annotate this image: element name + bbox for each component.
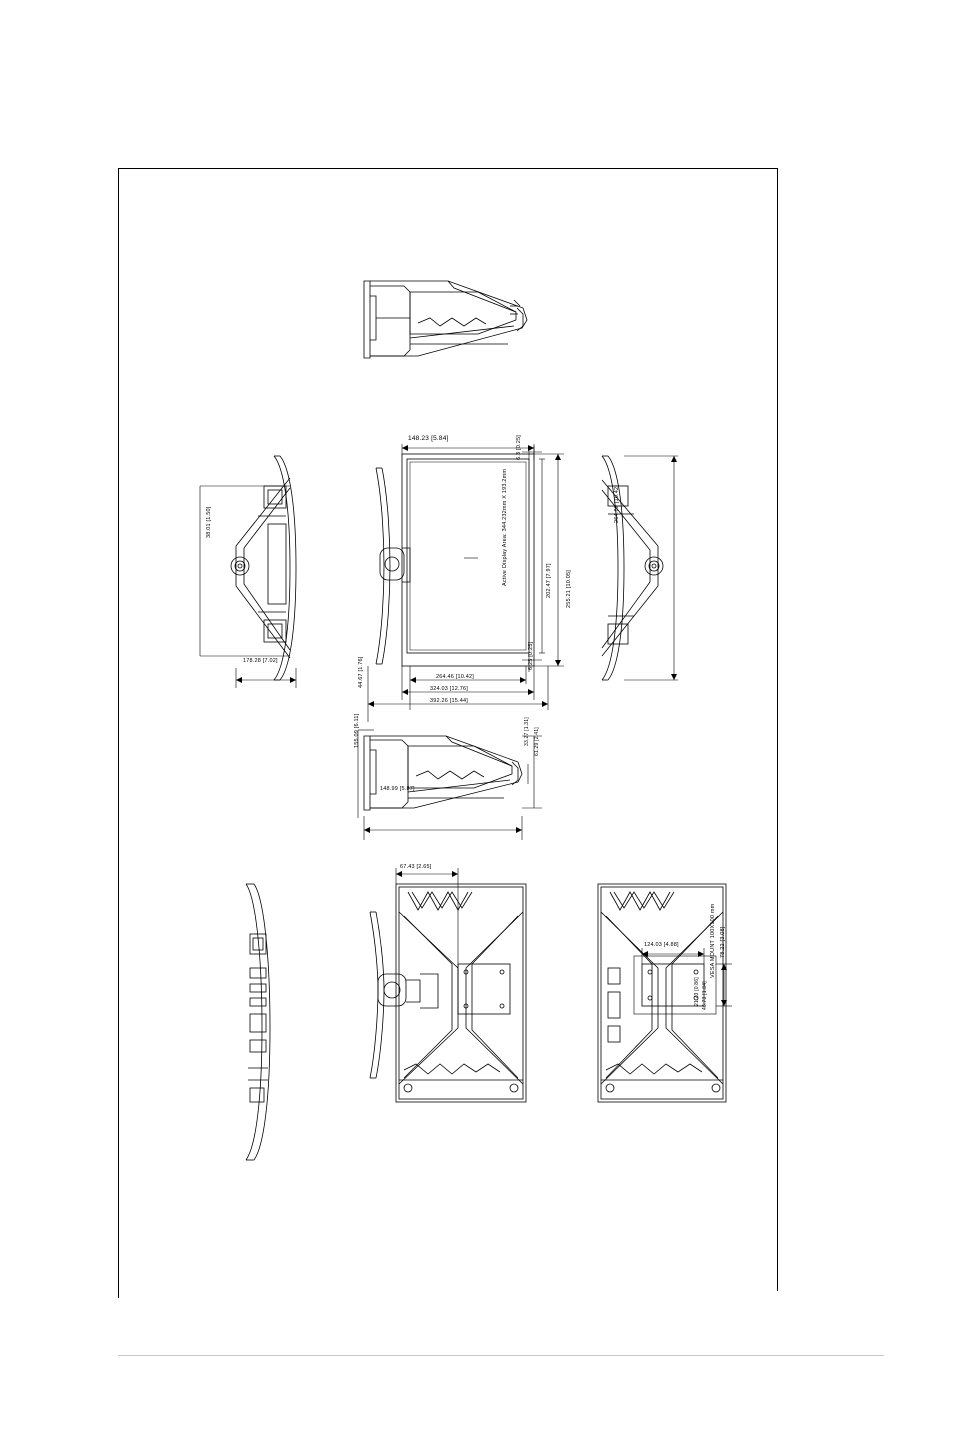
dimension-front-bottom-3: 392.26 [15.44] — [430, 698, 468, 704]
dimension-lower-width: 148.99 [5.87] — [380, 786, 415, 792]
dimension-right-side-height: 264.69 [10.42] — [614, 485, 620, 523]
page-footer-rule — [118, 1355, 884, 1356]
front-view-geometry — [368, 444, 564, 722]
dimension-lower-right-1: 33.27 [1.31] — [524, 717, 530, 746]
dimension-rear-top: 67.43 [2.65] — [400, 864, 432, 870]
dimension-front-height-right: 255.21 [10.05] — [566, 570, 572, 608]
dimension-front-width: 148.23 [5.84] — [408, 435, 449, 442]
dimension-lower-right-2: 61.29 [2.41] — [534, 727, 540, 756]
side-profile-geometry — [246, 884, 270, 1160]
dimension-vesa-width: 124.03 [4.88] — [644, 942, 679, 948]
dimension-front-bottom-2: 324.03 [12.76] — [430, 686, 468, 692]
dimension-left-side-depth: 38.01 [1.50] — [206, 506, 212, 538]
top-view-geometry — [364, 281, 527, 358]
dimension-front-bottom-small: 6.25 [0.25] — [528, 641, 534, 670]
technical-drawing-area — [118, 168, 778, 1298]
vesa-mount-note: VESA MOUNT 100X100 mm — [710, 903, 716, 978]
dimension-lower-left-vert-2: 155.09 [6.11] — [354, 713, 360, 748]
lower-side-view-geometry — [358, 730, 542, 840]
front-active-area-note: Active Display Area: 344.232mm X 193.2mm — [502, 468, 508, 586]
dimension-front-inner-height: 202.47 [7.97] — [546, 563, 552, 598]
left-side-view-geometry — [200, 456, 296, 688]
dimension-left-side-width: 178.28 [7.02] — [243, 658, 278, 664]
dimension-front-top-small: 6.3 [0.25] — [516, 435, 522, 460]
dimension-vesa-height: 78.22 [3.08] — [720, 926, 726, 958]
dimension-lower-left-vert: 44.67 [1.76] — [358, 656, 364, 688]
dimension-vesa-small-1: 21.73 [0.86] — [694, 977, 700, 1006]
dimension-front-bottom-1: 264.46 [10.42] — [436, 674, 474, 680]
rear-view-geometry — [370, 868, 526, 1102]
technical-drawing-svg — [118, 168, 778, 1298]
dimension-vesa-small-2: 46.73 [1.84] — [702, 981, 708, 1010]
